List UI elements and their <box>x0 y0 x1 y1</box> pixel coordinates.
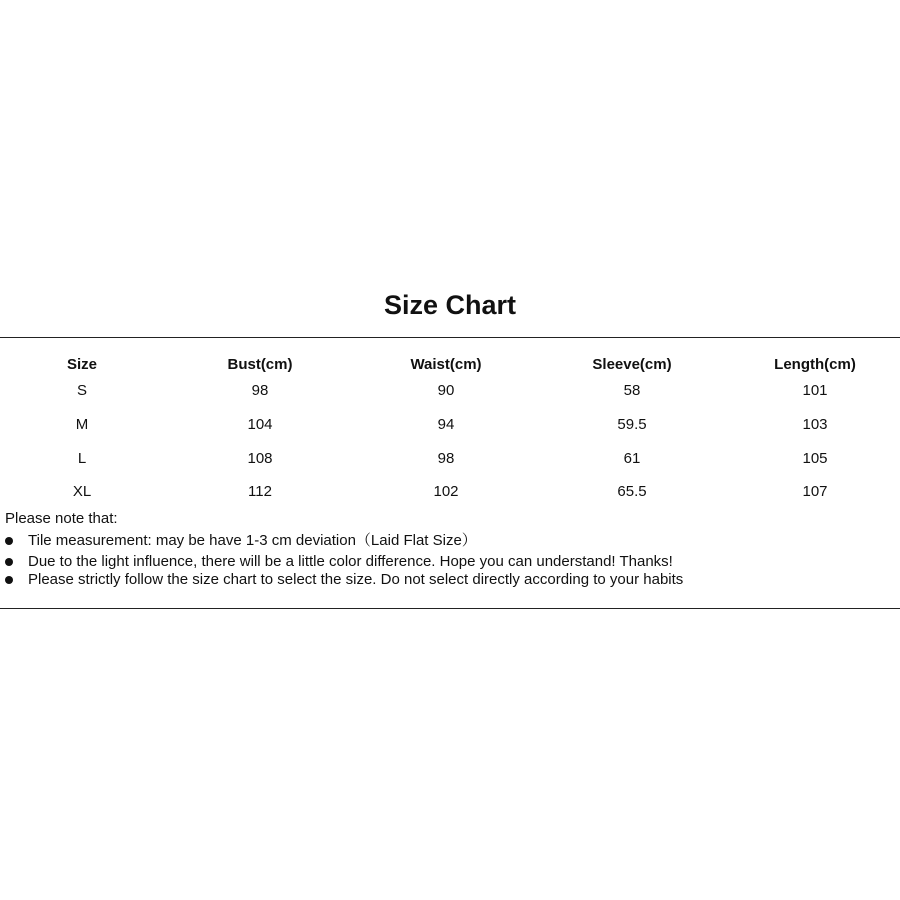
cell-waist-m: 94 <box>437 416 455 433</box>
notes-list <box>0 531 683 589</box>
cell-waist-s: 90 <box>437 382 455 399</box>
cell-length-s: 101 <box>802 382 828 399</box>
bullet-icon <box>5 558 13 566</box>
cell-sleeve-s: 58 <box>623 382 641 399</box>
note-text: Tile measurement: may be have 1-3 cm deviation（Laid Flat Size） <box>28 532 477 549</box>
cell-sleeve-m: 59.5 <box>617 416 647 433</box>
page-title: Size Chart <box>383 290 517 320</box>
cell-size-s: S <box>76 382 87 399</box>
cell-bust-xl: 112 <box>248 483 272 500</box>
cell-sleeve-l: 61 <box>623 450 641 467</box>
cell-bust-l: 108 <box>247 450 273 467</box>
note-item <box>0 531 683 551</box>
notes-intro: Please note that: <box>5 510 118 527</box>
cell-size-m: M <box>75 416 89 433</box>
cell-sleeve-xl: 65.5 <box>617 483 647 500</box>
cell-size-l: L <box>77 450 87 467</box>
cell-length-m: 103 <box>802 416 828 433</box>
note-text: Due to the light influence, there will be a little color difference. Hope you can understand! Thanks! <box>28 553 673 570</box>
header-size: Size <box>66 356 97 373</box>
cell-bust-m: 104 <box>247 416 273 433</box>
bullet-icon <box>5 537 13 545</box>
cell-size-xl: XL <box>72 483 92 500</box>
cell-length-xl: 107 <box>802 483 828 500</box>
note-item <box>0 553 683 571</box>
cell-waist-xl: 102 <box>433 483 459 500</box>
header-length: Length(cm) <box>774 356 856 373</box>
bullet-icon <box>5 576 13 584</box>
header-bust: Bust(cm) <box>227 356 293 373</box>
header-waist: Waist(cm) <box>410 356 482 373</box>
note-item <box>0 571 683 589</box>
bottom-divider <box>0 608 900 609</box>
header-sleeve: Sleeve(cm) <box>592 356 672 373</box>
cell-bust-s: 98 <box>251 382 269 399</box>
cell-length-l: 105 <box>802 450 828 467</box>
cell-waist-l: 98 <box>437 450 455 467</box>
note-text: Please strictly follow the size chart to select the size. Do not select directly according to your habits <box>28 571 684 588</box>
